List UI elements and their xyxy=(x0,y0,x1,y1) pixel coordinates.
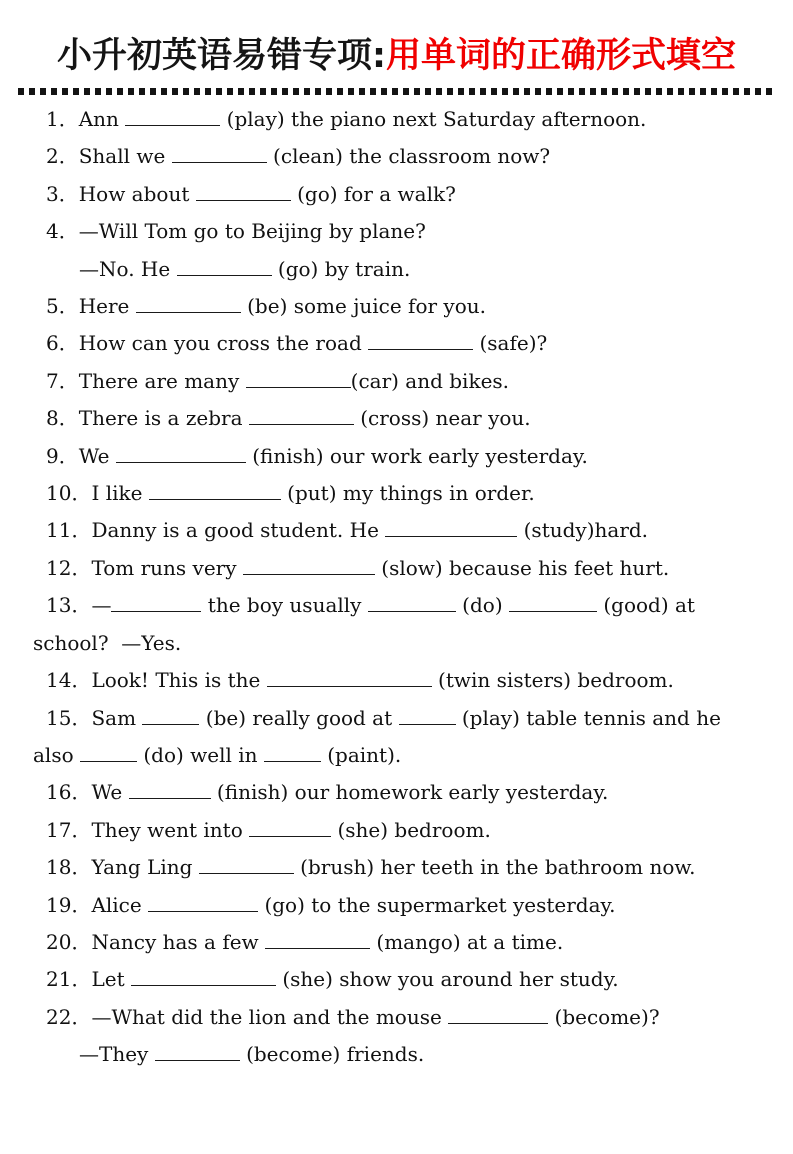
answer-blank xyxy=(142,709,199,725)
text-run: —They xyxy=(79,1042,155,1067)
text-run: 13．— xyxy=(46,593,112,618)
answer-blank xyxy=(249,409,354,425)
text-run: the boy usually xyxy=(201,593,368,618)
text-run: (finish) our work early yesterday. xyxy=(245,443,588,468)
answer-blank xyxy=(243,559,375,575)
answer-blank xyxy=(196,185,291,201)
answer-blank xyxy=(246,372,351,388)
question-line xyxy=(33,812,767,849)
question-line xyxy=(33,662,767,699)
text-run: (safe)? xyxy=(473,331,548,356)
answer-blank xyxy=(155,1045,240,1061)
text-run: 20．Nancy has a few xyxy=(46,929,266,954)
answer-blank xyxy=(136,297,241,313)
answer-blank xyxy=(249,821,331,837)
text-run: (be) really good at xyxy=(199,705,399,730)
text-run: 15．Sam xyxy=(46,705,143,730)
text-run: 12．Tom runs very xyxy=(46,555,243,580)
answer-blank xyxy=(172,147,267,163)
question-line xyxy=(33,700,767,737)
text-run: (clean) the classroom now? xyxy=(266,144,551,169)
answer-blank xyxy=(177,260,272,276)
text-run: also xyxy=(33,742,80,767)
text-run: 14．Look! This is the xyxy=(46,668,267,693)
answer-blank xyxy=(116,447,246,463)
question-line xyxy=(33,400,767,437)
question-line xyxy=(33,475,767,512)
question-list xyxy=(33,101,767,1074)
text-run: (brush) her teeth in the bathroom now. xyxy=(293,855,696,880)
question-line xyxy=(33,325,767,362)
text-run: (she) show you around her study. xyxy=(275,967,619,992)
text-run: (play) the piano next Saturday afternoon. xyxy=(220,107,647,131)
question-line xyxy=(33,849,767,886)
question-line xyxy=(33,213,767,250)
page-title-black: 小升初英语易错专项: xyxy=(56,36,386,76)
text-run: (mango) at a time. xyxy=(370,929,564,954)
answer-blank xyxy=(265,933,370,949)
question-line xyxy=(33,288,767,325)
answer-blank xyxy=(448,1008,548,1024)
answer-blank xyxy=(80,746,137,762)
answer-blank xyxy=(399,709,456,725)
question-line xyxy=(33,587,767,624)
answer-blank xyxy=(199,858,294,874)
text-run: 2．Shall we xyxy=(46,144,172,169)
text-run: 7．There are many xyxy=(46,368,246,393)
text-run: 8．There is a zebra xyxy=(46,406,249,431)
text-run: (play) table tennis and he xyxy=(455,705,721,730)
question-line xyxy=(33,438,767,475)
text-run: 1．Ann xyxy=(46,107,126,131)
question-line xyxy=(33,251,767,288)
text-run: 10．I like xyxy=(46,481,149,506)
question-line xyxy=(33,625,767,662)
text-run: (become) friends. xyxy=(239,1042,425,1067)
question-line xyxy=(33,138,767,175)
text-run: (she) bedroom. xyxy=(331,817,491,842)
text-run: (paint). xyxy=(320,742,402,767)
text-run: school? —Yes. xyxy=(33,630,182,655)
dotted-divider xyxy=(18,88,775,95)
text-run: 4．—Will Tom go to Beijing by plane? xyxy=(46,219,426,244)
text-run: (go) to the supermarket yesterday. xyxy=(258,892,616,917)
text-run: (do) well in xyxy=(136,742,264,767)
text-run: 11．Danny is a good student. He xyxy=(46,518,386,543)
text-run: (go) for a walk? xyxy=(290,181,456,206)
text-run: 19．Alice xyxy=(46,892,149,917)
answer-blank xyxy=(509,596,597,612)
question-line xyxy=(33,999,767,1036)
text-run: 6．How can you cross the road xyxy=(46,331,369,356)
question-line xyxy=(33,363,767,400)
text-run: (twin sisters) bedroom. xyxy=(431,668,674,693)
question-line xyxy=(33,887,767,924)
page-title-red: 用单词的正确形式填空 xyxy=(385,36,736,76)
answer-blank xyxy=(148,896,258,912)
answer-blank xyxy=(385,521,517,537)
text-run: (become)? xyxy=(548,1004,660,1029)
page-title xyxy=(0,32,793,80)
question-line xyxy=(33,1036,767,1073)
question-line xyxy=(33,737,767,774)
text-run: (cross) near you. xyxy=(353,406,531,431)
text-run: 5．Here xyxy=(46,294,136,319)
text-run: 17．They went into xyxy=(46,817,250,842)
text-run: (do) xyxy=(455,593,509,618)
answer-blank xyxy=(111,596,201,612)
text-run: (go) by train. xyxy=(271,256,411,281)
text-run: (car) and bikes. xyxy=(350,368,510,393)
question-line xyxy=(33,101,767,138)
text-run: —No. He xyxy=(79,256,177,281)
answer-blank xyxy=(368,596,456,612)
text-run: 16．We xyxy=(46,780,129,805)
text-run: (finish) our homework early yesterday. xyxy=(210,780,609,805)
answer-blank xyxy=(129,783,211,799)
answer-blank xyxy=(264,746,321,762)
text-run: 9．We xyxy=(46,443,116,468)
text-run: (put) my things in order. xyxy=(280,481,535,506)
question-line xyxy=(33,512,767,549)
text-run: (good) at xyxy=(597,593,695,618)
question-line xyxy=(33,176,767,213)
question-line xyxy=(33,774,767,811)
question-line xyxy=(33,961,767,998)
answer-blank xyxy=(131,970,276,986)
text-run: 21．Let xyxy=(46,967,131,992)
text-run: (study)hard. xyxy=(517,518,649,543)
text-run: (slow) because his feet hurt. xyxy=(374,555,670,580)
question-line xyxy=(33,924,767,961)
text-run: 22．—What did the lion and the mouse xyxy=(46,1004,449,1029)
answer-blank xyxy=(125,110,220,126)
text-run: 18．Yang Ling xyxy=(46,855,199,880)
text-run: (be) some juice for you. xyxy=(240,294,486,319)
text-run: 3．How about xyxy=(46,181,196,206)
answer-blank xyxy=(267,671,432,687)
answer-blank xyxy=(368,334,473,350)
worksheet-page xyxy=(0,32,793,1154)
answer-blank xyxy=(149,484,281,500)
question-line xyxy=(33,550,767,587)
